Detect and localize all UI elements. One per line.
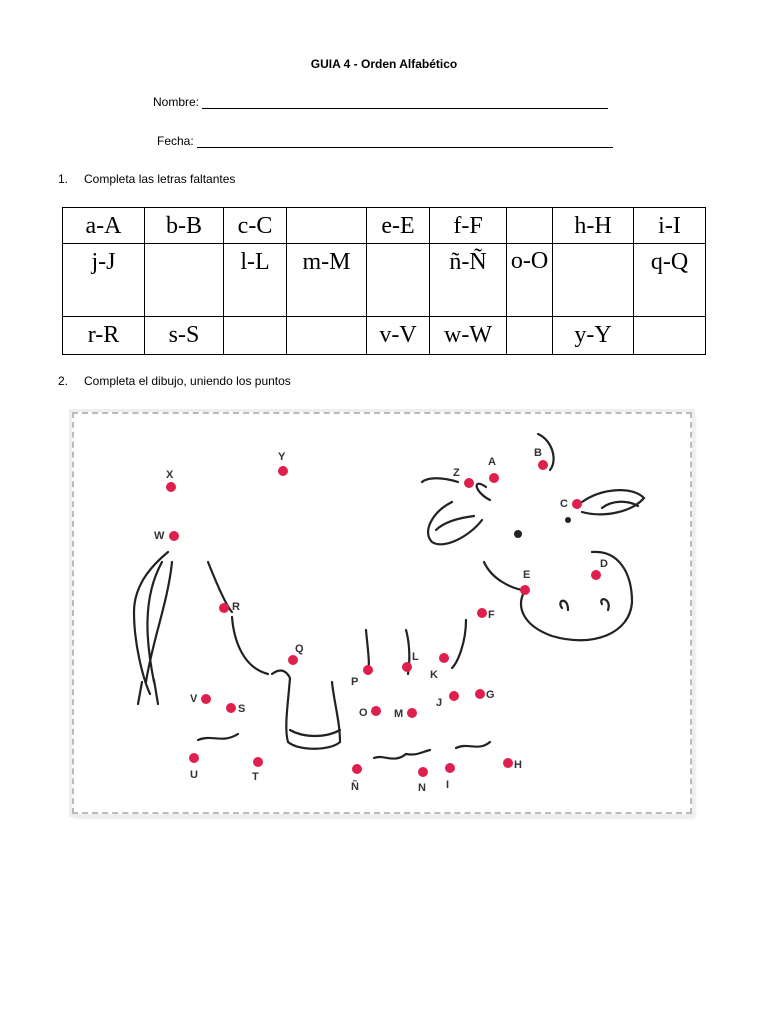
page-title: GUIA 4 - Orden Alfabético	[310, 57, 458, 71]
table-cell[interactable]: j-J	[63, 244, 145, 317]
table-cell[interactable]	[553, 244, 634, 317]
connect-the-dots-cow[interactable]	[72, 412, 692, 814]
dot-p[interactable]	[363, 665, 373, 675]
table-cell[interactable]: m-M	[287, 244, 367, 317]
dot-d[interactable]	[591, 570, 601, 580]
fecha-blank-line[interactable]	[197, 136, 613, 148]
dot-label-a: A	[488, 456, 496, 468]
dot-label-m: M	[394, 708, 404, 720]
dot-x[interactable]	[166, 482, 176, 492]
dot-u[interactable]	[189, 753, 199, 763]
table-cell[interactable]	[287, 208, 367, 244]
dot-q[interactable]	[288, 655, 298, 665]
cow-eye	[514, 530, 522, 538]
dot-label-e: E	[523, 569, 531, 581]
dot-label-w: W	[154, 530, 165, 542]
dot-v[interactable]	[201, 694, 211, 704]
table-cell[interactable]: b-B	[145, 208, 224, 244]
dot-s[interactable]	[226, 703, 236, 713]
nombre-blank-line[interactable]	[202, 97, 608, 109]
dot-o[interactable]	[371, 706, 381, 716]
dot-r[interactable]	[219, 603, 229, 613]
question-number: 1.	[58, 172, 69, 186]
table-row	[63, 317, 706, 355]
dot-label-t: T	[252, 771, 259, 783]
question-text: Completa el dibujo, uniendo los puntos	[84, 374, 291, 388]
dot-label-c: C	[560, 498, 568, 510]
dot-t[interactable]	[253, 757, 263, 767]
table-row	[63, 208, 706, 244]
table-cell[interactable]: h-H	[553, 208, 634, 244]
dot-n[interactable]	[418, 767, 428, 777]
dot-h[interactable]	[503, 758, 513, 768]
dot-label-v: V	[190, 693, 198, 705]
dot-label-k: K	[430, 669, 438, 681]
dot-label-r: R	[232, 601, 240, 613]
dot-a[interactable]	[489, 473, 499, 483]
dot-label-enie: Ñ	[351, 781, 359, 793]
dot-w[interactable]	[169, 531, 179, 541]
dot-y[interactable]	[278, 466, 288, 476]
table-cell[interactable]	[145, 244, 224, 317]
question-text: Completa las letras faltantes	[84, 172, 236, 186]
dot-label-x: X	[166, 469, 174, 481]
dot-label-z: Z	[453, 467, 460, 479]
table-cell[interactable]: l-L	[224, 244, 287, 317]
dot-label-j: J	[436, 697, 443, 709]
dot-e[interactable]	[520, 585, 530, 595]
dot-label-s: S	[238, 703, 246, 715]
dot-i[interactable]	[445, 763, 455, 773]
cow-eye	[565, 517, 571, 523]
table-cell[interactable]	[224, 317, 287, 355]
table-cell[interactable]	[367, 244, 430, 317]
table-cell[interactable]: c-C	[224, 208, 287, 244]
table-cell[interactable]	[634, 317, 706, 355]
dot-g[interactable]	[475, 689, 485, 699]
dot-m[interactable]	[407, 708, 417, 718]
dot-label-d: D	[600, 558, 608, 570]
dot-c[interactable]	[572, 499, 582, 509]
question-number: 2.	[58, 374, 69, 388]
table-cell[interactable]: i-I	[634, 208, 706, 244]
dot-label-n: N	[418, 782, 426, 794]
dot-b[interactable]	[538, 460, 548, 470]
dot-enie[interactable]	[352, 764, 362, 774]
table-cell[interactable]: w-W	[430, 317, 507, 355]
dot-label-u: U	[190, 769, 198, 781]
cow-outline	[134, 434, 644, 772]
table-cell[interactable]	[507, 208, 553, 244]
nombre-label: Nombre:	[153, 95, 200, 109]
question-2	[58, 374, 291, 388]
table-cell[interactable]: y-Y	[553, 317, 634, 355]
dot-f[interactable]	[477, 608, 487, 618]
table-cell[interactable]: ñ-Ñ	[430, 244, 507, 317]
fecha-label: Fecha:	[157, 134, 194, 148]
dot-points	[154, 447, 608, 794]
nombre-field[interactable]	[153, 95, 608, 109]
table-cell[interactable]: f-F	[430, 208, 507, 244]
dot-j[interactable]	[449, 691, 459, 701]
dot-k[interactable]	[439, 653, 449, 663]
dot-label-p: P	[351, 676, 359, 688]
dot-label-y: Y	[278, 451, 286, 463]
dot-label-l: L	[412, 651, 419, 663]
table-cell[interactable]: a-A	[63, 208, 145, 244]
letter-table	[62, 207, 706, 355]
dot-z[interactable]	[464, 478, 474, 488]
table-cell[interactable]	[507, 317, 553, 355]
fecha-field[interactable]	[157, 134, 613, 148]
table-cell[interactable]: o-O	[507, 244, 553, 317]
table-cell[interactable]: r-R	[63, 317, 145, 355]
table-row	[63, 244, 706, 317]
dot-label-b: B	[534, 447, 542, 459]
dot-l[interactable]	[402, 662, 412, 672]
question-1	[58, 172, 235, 186]
dot-label-i: I	[446, 779, 450, 791]
dot-label-g: G	[486, 689, 495, 701]
dot-label-o: O	[359, 707, 368, 719]
dot-label-q: Q	[295, 643, 304, 655]
dot-label-f: F	[488, 609, 495, 621]
table-cell[interactable]	[287, 317, 367, 355]
dot-label-h: H	[514, 759, 522, 771]
table-cell[interactable]: q-Q	[634, 244, 706, 317]
table-cell[interactable]: e-E	[367, 208, 430, 244]
table-cell[interactable]: v-V	[367, 317, 430, 355]
table-cell[interactable]: s-S	[145, 317, 224, 355]
